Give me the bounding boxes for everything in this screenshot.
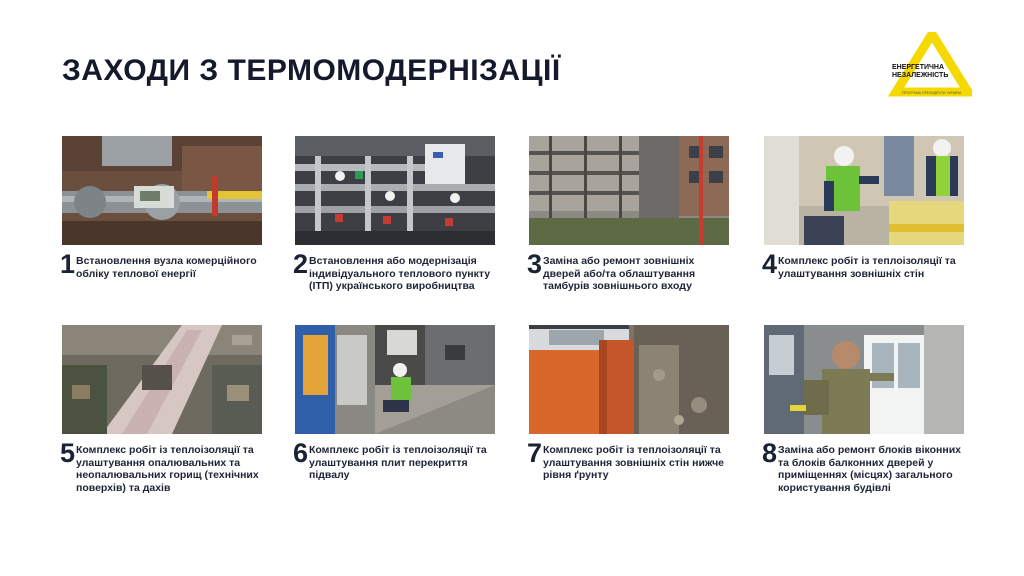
page-title: ЗАХОДИ З ТЕРМОМОДЕРНІЗАЦІЇ (62, 54, 561, 87)
heat-meter-photo (62, 136, 262, 245)
measure-number: 7 (527, 438, 543, 468)
measure-number: 5 (60, 438, 76, 468)
aerial-roof-photo (62, 325, 262, 434)
foundation-insulation-photo (529, 325, 729, 434)
program-logo (888, 32, 972, 98)
measure-number: 6 (293, 438, 309, 468)
measure-card-3 (529, 136, 729, 305)
window-installation-photo (764, 325, 964, 434)
measure-card-7 (529, 325, 729, 494)
scaffolding-facade-photo (529, 136, 729, 245)
measure-card-1 (62, 136, 262, 305)
logo-tagline: ПРОГРАМА ПРЕЗИДЕНТА УКРАЇНИ (902, 91, 962, 95)
logo-line-2: НЕЗАЛЕЖНІСТЬ (892, 72, 949, 79)
measure-text: Встановлення вузла комерційного обліку теплової енергії (76, 255, 257, 280)
measure-card-2 (295, 136, 495, 305)
measure-number: 2 (293, 249, 309, 279)
logo-line-1: ЕНЕРГЕТИЧНА (892, 64, 945, 71)
measure-number: 1 (60, 249, 76, 279)
measure-card-8 (764, 325, 964, 494)
measure-text: Комплекс робіт із теплоізоляції та улаштування зовнішніх стін нижче рівня ґрунту (543, 444, 725, 481)
basement-worker-photo (295, 325, 495, 434)
measure-text: Комплекс робіт із теплоізоляції та улаштування опалювальних та неопалювальних горищ (технічних поверхів) та дахів (76, 444, 259, 494)
measure-text: Комплекс робіт із теплоізоляції та улаштування плит перекриття підвалу (309, 444, 487, 481)
measure-card-5 (62, 325, 262, 494)
measure-number: 4 (762, 249, 778, 279)
measure-text: Комплекс робіт із теплоізоляції та улаштування зовнішніх стін (778, 255, 956, 280)
measure-number: 3 (527, 249, 543, 279)
measure-card-4 (764, 136, 964, 305)
heating-substation-photo (295, 136, 495, 245)
measure-number: 8 (762, 438, 778, 468)
measure-text: Встановлення або модернізація індивідуального теплового пункту (ІТП) українського виробництва (309, 255, 491, 292)
measure-text: Заміна або ремонт зовнішніх дверей або/та облаштування тамбурів зовнішнього входу (543, 255, 696, 292)
wall-insulation-workers-photo (764, 136, 964, 245)
measure-text: Заміна або ремонт блоків віконних та блоків балконних дверей у приміщеннях (місцях) загального користування будівлі (778, 444, 962, 494)
measure-card-6 (295, 325, 495, 494)
